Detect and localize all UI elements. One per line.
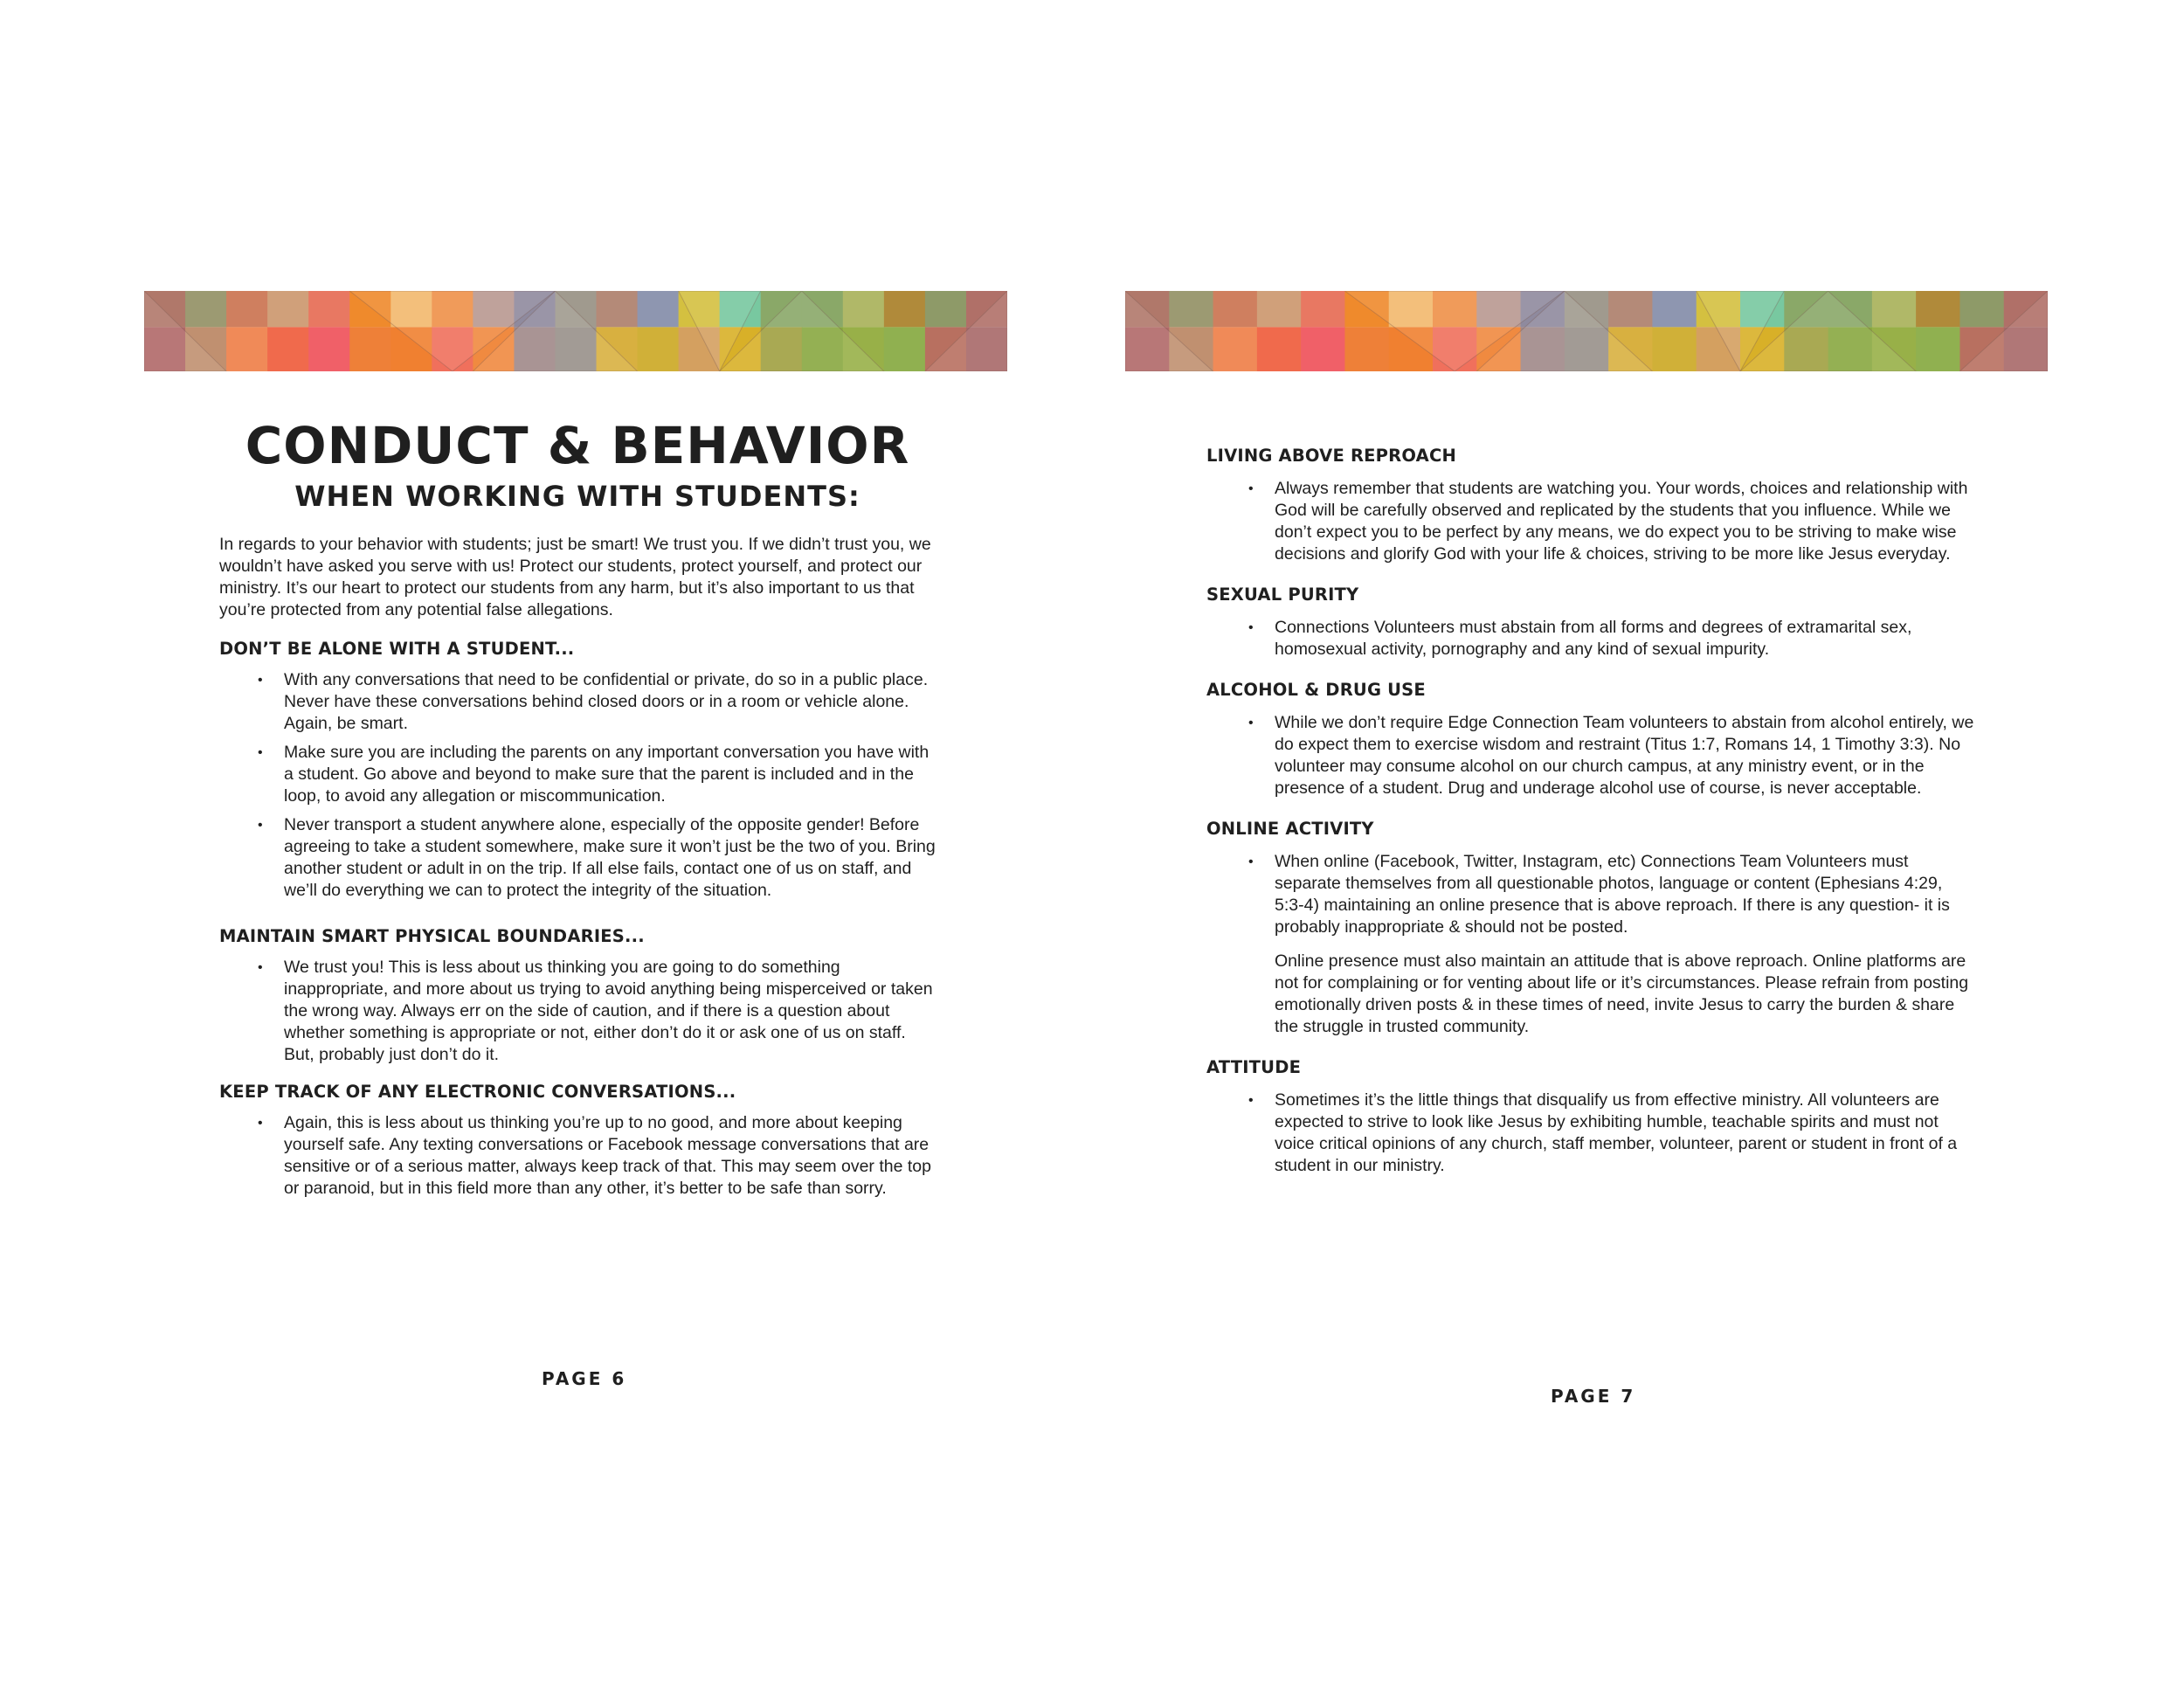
section-living-above-reproach (1206, 446, 1975, 565)
list-item: • While we don’t require Edge Connection Team volunteers to abstain from alcohol entirely, we do expect them to exercise wisdom and restraint (Titus 1:7, Romans 14, 1 Timothy 3:3). No volunteer may consume alcohol on our church campus, at any ministry event, or in the presence of a student. Drug and underage alcohol use of course, is never acceptable. (1275, 712, 1975, 799)
list-item: • Never transport a student anywhere alone, especially of the opposite gender! Before agreeing to take a student somewhere, make sure it won’t just be the two of you. Bring another student or adult in on the trip. If all else fails, contact one of us on staff, and we’ll do everything we can to protect the integrity of the situation. (284, 814, 936, 902)
banner-tile (1344, 327, 1389, 371)
section-heading: MAINTAIN SMART PHYSICAL BOUNDARIES... (219, 925, 645, 946)
banner-tile (638, 291, 680, 327)
list-item: • Again, this is less about us thinking you’re up to no good, and more about keeping yourself safe. Any texting conversations or Facebook message conversations that are sensitive or of a serious matter, always keep track of that. This may seem over the top or paranoid, but in this field more than any other, it’s better to be safe than sorry. (284, 1112, 936, 1200)
section-heading: ONLINE ACTIVITY (1206, 819, 1374, 839)
banner-tile (925, 291, 967, 327)
geometric-pattern-left (144, 291, 1007, 371)
banner-tile (597, 291, 639, 327)
banner-tile (308, 291, 350, 327)
banner-tile (1301, 327, 1345, 371)
banner-tile (1257, 327, 1302, 371)
banner-tile (1608, 291, 1653, 327)
banner-tile (267, 291, 309, 327)
list-item: • We trust you! This is less about us thinking you are going to do something inappropriate, and more about us trying to avoid anything being misperceived or taken the wrong way. Always err on the side of caution, and if there is a question about whether something is appropriate or not, either don’t do it or ask one of us on staff. But, probably just don’t do it. (284, 957, 936, 1066)
banner-tile (226, 327, 268, 371)
page-number-right: PAGE 7 (1551, 1386, 1636, 1407)
list-item: • Sometimes it’s the little things that disqualify us from effective ministry. All volunteers are expected to strive to look like Jesus by exhibiting humble, teachable spirits and must not voice critical opinions of any church, staff member, volunteer, parent or student in front of a student in our ministry. (1275, 1090, 1975, 1177)
page-7-content (1206, 446, 1975, 1196)
page-subtitle: WHEN WORKING WITH STUDENTS: (294, 479, 860, 513)
section-heading: SEXUAL PURITY (1206, 585, 1359, 605)
banner-tile (308, 327, 350, 371)
banner-tile (349, 327, 391, 371)
section-online-activity (1206, 819, 1975, 1038)
banner-tile (267, 327, 309, 371)
bullet-list (1206, 851, 1975, 1038)
banner-tile (843, 291, 885, 327)
bullet-list (1206, 478, 1975, 565)
section-electronic-conversations (219, 1082, 936, 1200)
banner-tile (1652, 327, 1697, 371)
bullet-list (219, 1112, 936, 1200)
banner-tile (1916, 291, 1960, 327)
list-item: • Always remember that students are watching you. Your words, choices and relationship with God will be carefully observed and replicated by the students that you influence. While we don’t expect you to be perfect by any means, we do expect you to be striving to make wise decisions and glorify God with your life & choices, striving to be more like Jesus everyday. (1275, 478, 1975, 565)
bullet-list (1206, 617, 1975, 661)
bullet-list (1206, 1090, 1975, 1177)
bullet-text: When online (Facebook, Twitter, Instagram, etc) Connections Team Volunteers must separate themselves from all questionable photos, language or content (Ephesians 4:29, 5:3-4) maintaining an online presence that is above reproach. If there is any question- it is probably inappropriate & should not be posted. (1275, 852, 1950, 937)
section-heading: KEEP TRACK OF ANY ELECTRONIC CONVERSATIONS... (219, 1081, 736, 1102)
banner-tile (1301, 291, 1345, 327)
banner-tile (1872, 291, 1917, 327)
banner-tile (884, 327, 926, 371)
bullet-list (219, 957, 936, 1066)
banner-tile (1169, 291, 1213, 327)
bullet-list (219, 669, 936, 902)
banner-tile (1257, 291, 1302, 327)
bullet-list (1206, 712, 1975, 799)
bullet-extra-paragraph: Online presence must also maintain an attitude that is above reproach. Online platforms are not for complaining or for venting about life or it’s circumstances. Please refrain from posting emotionally driven posts & in these times of need, invite Jesus to carry the burden & share the struggle in trusted community. (1275, 951, 1969, 1036)
list-item (1275, 851, 1975, 1038)
section-heading: ALCOHOL & DRUG USE (1206, 680, 1426, 700)
intro-paragraph: In regards to your behavior with students; just be smart! We trust you. If we didn’t trust you, we wouldn’t have asked you serve with us! Protect our students, protect yourself, and protect our ministry. It’s our heart to protect our students from any harm, but it’s also important to us that you’re protected from any potential false allegations. (219, 534, 931, 619)
section-heading: LIVING ABOVE REPROACH (1206, 446, 1456, 466)
page-6-content (219, 411, 936, 1215)
section-sexual-purity (1206, 585, 1975, 661)
section-heading: ATTITUDE (1206, 1057, 1302, 1077)
banner-tile (884, 291, 926, 327)
decorative-banner-left (144, 291, 1007, 371)
list-item: • Make sure you are including the parents on any important conversation you have with a student. Go above and beyond to make sure that the parent is included and in the loop, to avoid any allegation or miscommunication. (284, 742, 936, 807)
section-attitude (1206, 1057, 1975, 1177)
banner-tile (1916, 327, 1960, 371)
decorative-banner-right (1125, 291, 2048, 371)
banner-tile (185, 291, 227, 327)
banner-tile (1959, 291, 2004, 327)
banner-tile (638, 327, 680, 371)
banner-tile (1652, 291, 1697, 327)
section-heading: DON’T BE ALONE WITH A STUDENT... (219, 638, 575, 659)
section-physical-boundaries (219, 926, 936, 1066)
list-item: • Connections Volunteers must abstain from all forms and degrees of extramarital sex, homosexual activity, pornography and any kind of sexual impurity. (1275, 617, 1975, 661)
banner-tile (226, 291, 268, 327)
banner-tile (1213, 327, 1258, 371)
section-dont-be-alone (219, 639, 936, 902)
page-number-left: PAGE 6 (542, 1368, 627, 1389)
banner-tile (1213, 291, 1258, 327)
list-item: • With any conversations that need to be confidential or private, do so in a public place. Never have these conversations behind closed doors or in a room or vehicle alone. Again, be smart. (284, 669, 936, 735)
geometric-pattern-right (1125, 291, 2048, 371)
section-alcohol-drug-use (1206, 680, 1975, 799)
page-title: CONDUCT & BEHAVIOR (245, 416, 910, 475)
